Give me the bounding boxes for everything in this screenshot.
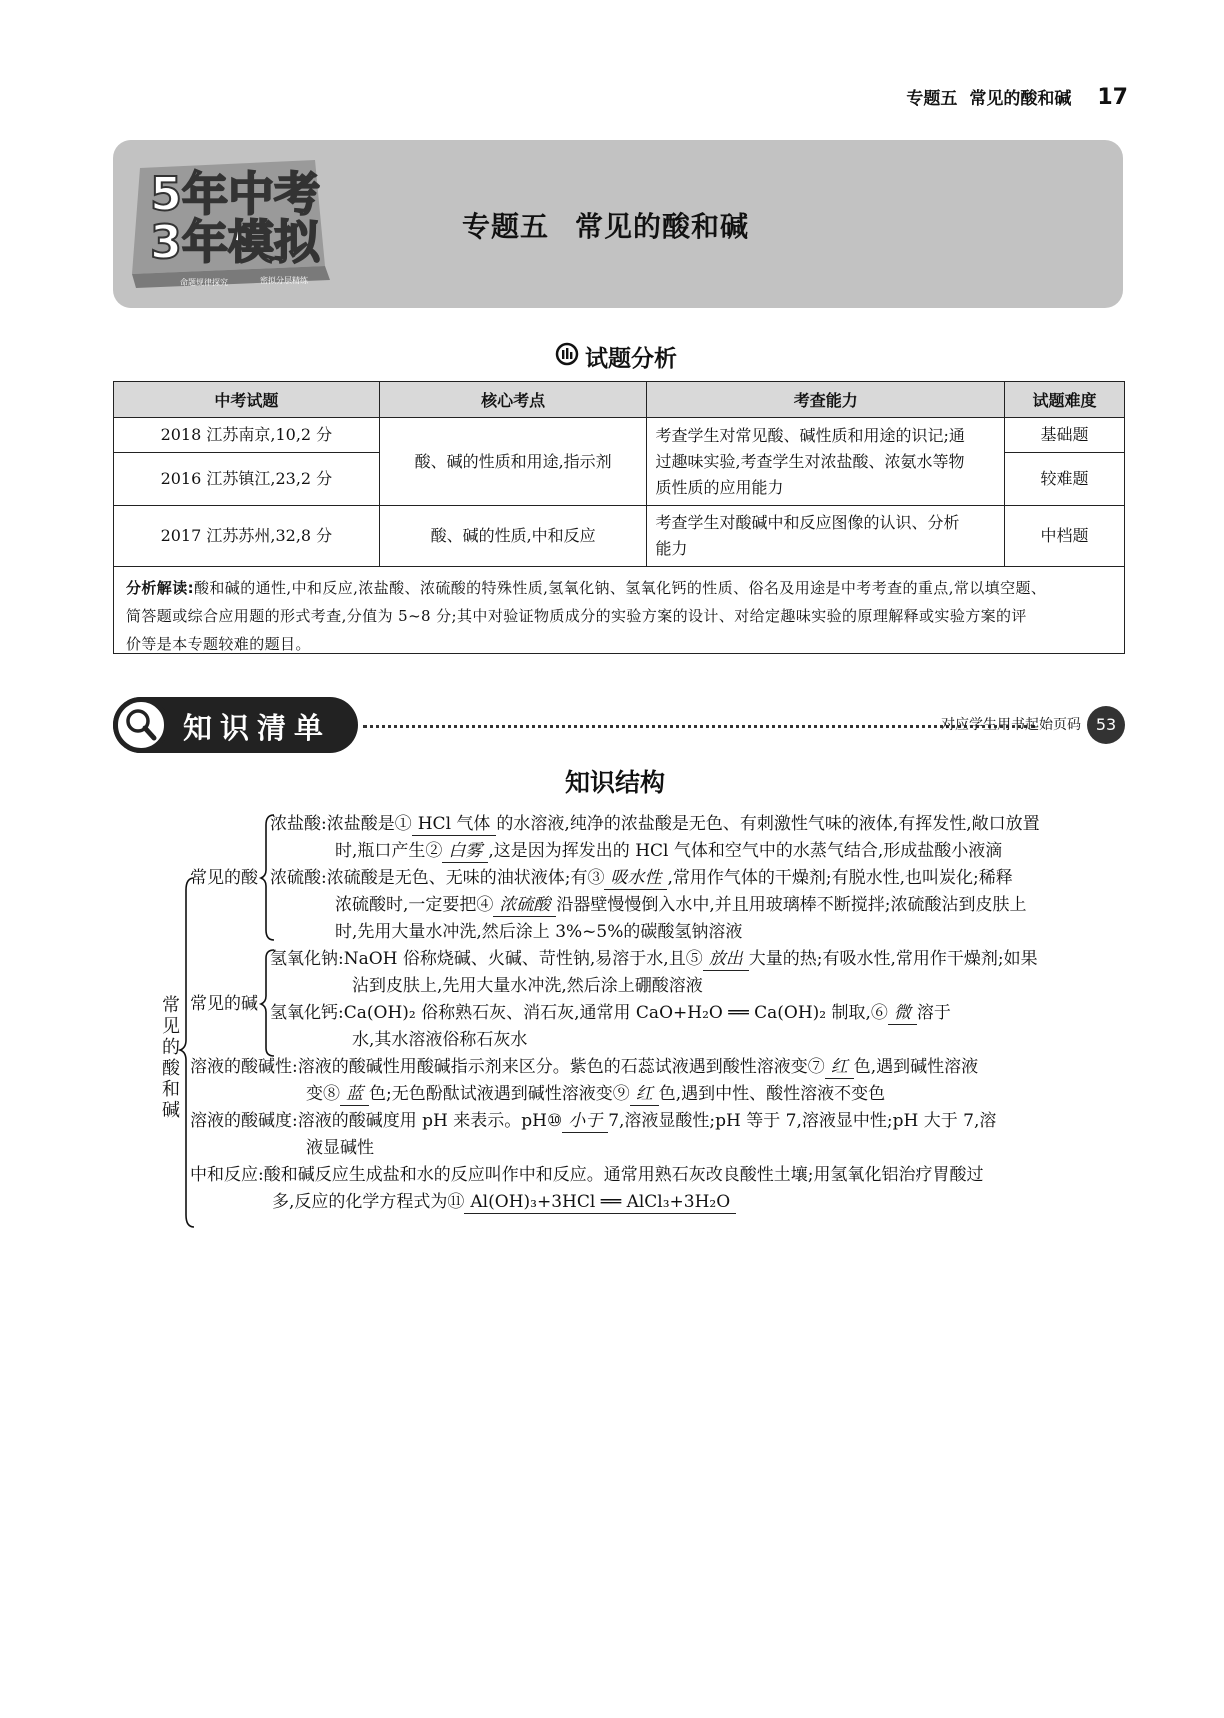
running-header-section: 专题五 [906,89,958,109]
text: 浓硫酸:浓硫酸是无色、无味的油状液体;有③ [270,868,605,888]
analysis-heading-text: 试题分析 [585,346,677,372]
h2so4-line: 时,先用大量水冲洗,然后涂上 3%~5%的碳酸氢钠溶液 [335,922,743,942]
blank-9: 红 [630,1083,659,1106]
blank-11: Al(OH)₃+3HCl ══ AlCl₃+3H₂O [464,1191,736,1214]
ability-line: 考查学生对酸碱中和反应图像的认识、分析 [655,513,960,532]
core-point-cell: 酸、碱的性质和用途,指示剂 [379,418,647,506]
chapter-topic: 常见的酸和碱 [575,210,750,243]
naoh-line: 沾到皮肤上,先用大量水冲洗,然后涂上硼酸溶液 [352,976,703,996]
blank-1: HCl 气体 [412,813,497,836]
structure-root: 常见的酸和碱 [162,995,180,1121]
blank-7: 红 [825,1056,854,1079]
chapter-section: 专题五 [462,210,550,243]
acid-label: 常见的酸 [190,868,258,888]
base-label: 常见的碱 [190,994,258,1014]
text: 浓硫酸时,一定要把④ [335,895,494,915]
text: 色,遇到中性、酸性溶液不变色 [658,1084,886,1104]
blank-10: 小于 [562,1110,608,1133]
difficulty-cell: 基础题 [1005,418,1125,453]
blank-5: 放出 [703,948,749,971]
ability-line: 考查学生对常见酸、碱性质和用途的识记;通 [655,425,965,445]
caoh-line: 水,其水溶液俗称石灰水 [352,1030,528,1050]
text: 时,瓶口产生② [335,841,443,861]
h2so4-line [270,866,1013,890]
neutral-line: 中和反应:酸和碱反应生成盐和水的反应叫作中和反应。通常用熟石灰改良酸性土壤;用氢氧化铝治疗胃酸过 [190,1165,984,1185]
hcl-line [335,839,1002,863]
exam-cell: 2017 江苏苏州,32,8 分 [114,506,380,567]
acidity-line [306,1082,885,1106]
difficulty-cell: 中档题 [1005,506,1125,567]
difficulty-cell: 较难题 [1005,453,1125,506]
text: 氢氧化钠:NaOH 俗称烧碱、火碱、苛性钠,易溶于水,且⑤ [270,949,703,969]
analysis-label: 分析解读: [126,579,194,597]
text: 沿器壁慢慢倒入水中,并且用玻璃棒不断搅拌;浓硫酸沾到皮肤上 [556,895,1027,915]
text: 变⑧ [306,1084,340,1104]
svg-text:命题规律探究: 命题规律探究 [180,278,228,287]
text: 多,反应的化学方程式为⑪ [272,1192,465,1212]
svg-text:5年中考: 5年中考 [150,167,321,221]
running-header-topic: 常见的酸和碱 [969,89,1072,109]
h2so4-line [335,893,1027,917]
page-number: 17 [1097,85,1128,110]
text: ,这是因为挥发出的 HCl 气体和空气中的水蒸气结合,形成盐酸小液滴 [488,841,1003,861]
text: ,常用作气体的干燥剂;有脱水性,也叫炭化;稀释 [667,868,1013,888]
student-book-ref: 对应学生用书起始页码 [941,717,1081,733]
table-header: 试题难度 [1005,382,1125,418]
student-book-page: 53 [1087,706,1125,744]
table-header: 中考试题 [114,382,380,418]
ph-line: 液显碱性 [306,1138,374,1158]
text: 浓盐酸:浓盐酸是① [270,814,412,834]
text: 溶液的酸碱性:溶液的酸碱性用酸碱指示剂来区分。紫色的石蕊试液遇到酸性溶液变⑦ [190,1057,825,1077]
text: 大量的热;有吸水性,常用作干燥剂;如果 [748,949,1038,969]
exam-cell: 2016 江苏镇江,23,2 分 [114,453,380,506]
blank-4: 浓硫酸 [493,894,556,917]
knowledge-list-title: 知识清单 [183,711,332,745]
naoh-line [270,947,1038,971]
text: 7,溶液显酸性;pH 等于 7,溶液显中性;pH 大于 7,溶 [608,1111,997,1131]
blank-8: 蓝 [340,1083,369,1106]
text: 溶液的酸碱度:溶液的酸碱度用 pH 来表示。pH⑩ [190,1111,563,1131]
hcl-line [270,812,1040,836]
text: 色,遇到碱性溶液 [853,1057,979,1077]
text: 溶于 [916,1003,951,1023]
blank-2: 白雾 [442,840,488,863]
table-header: 考查能力 [647,382,1005,418]
ability-line: 过趣味实验,考查学生对浓盐酸、浓氨水等物 [655,451,965,471]
structure-title: 知识结构 [565,768,666,797]
ability-line: 质性质的应用能力 [655,477,784,497]
exam-cell: 2018 江苏南京,10,2 分 [114,418,380,453]
analysis-text: 酸和碱的通性,中和反应,浓盐酸、浓硫酸的特殊性质,氢氧化钠、氢氧化钙的性质、俗名及用途是中考考查的重点,常以填空题、 [194,579,1047,597]
text: 的水溶液,纯净的浓盐酸是无色、有刺激性气味的液体,有挥发性,敞口放置 [496,814,1040,834]
text: 氢氧化钙:Ca(OH)₂ 俗称熟石灰、消石灰,通常用 CaO+H₂O ══ Ca(OH)₂ 制取,⑥ [270,1003,888,1023]
blank-6: 微 [888,1002,917,1025]
neutral-line [272,1190,736,1214]
analysis-text: 简答题或综合应用题的形式考查,分值为 5~8 分;其中对验证物质成分的实验方案的设计、对给定趣味实验的原理解释或实验方案的评 [126,607,1027,625]
core-point-cell: 酸、碱的性质,中和反应 [379,506,647,567]
acidity-line [190,1055,978,1079]
text: 色;无色酚酞试液遇到碱性溶液变⑨ [369,1084,630,1104]
analysis-text: 价等是本专题较难的题目。 [126,635,311,653]
ability-line: 能力 [655,539,688,558]
svg-text:密拟分层精练: 密拟分层精练 [260,276,308,285]
table-header: 核心考点 [379,382,647,418]
ph-line [190,1109,996,1133]
svg-text:3年模拟: 3年模拟 [150,215,321,269]
blank-3: 吸水性 [604,867,667,890]
caoh-line [270,1001,951,1025]
